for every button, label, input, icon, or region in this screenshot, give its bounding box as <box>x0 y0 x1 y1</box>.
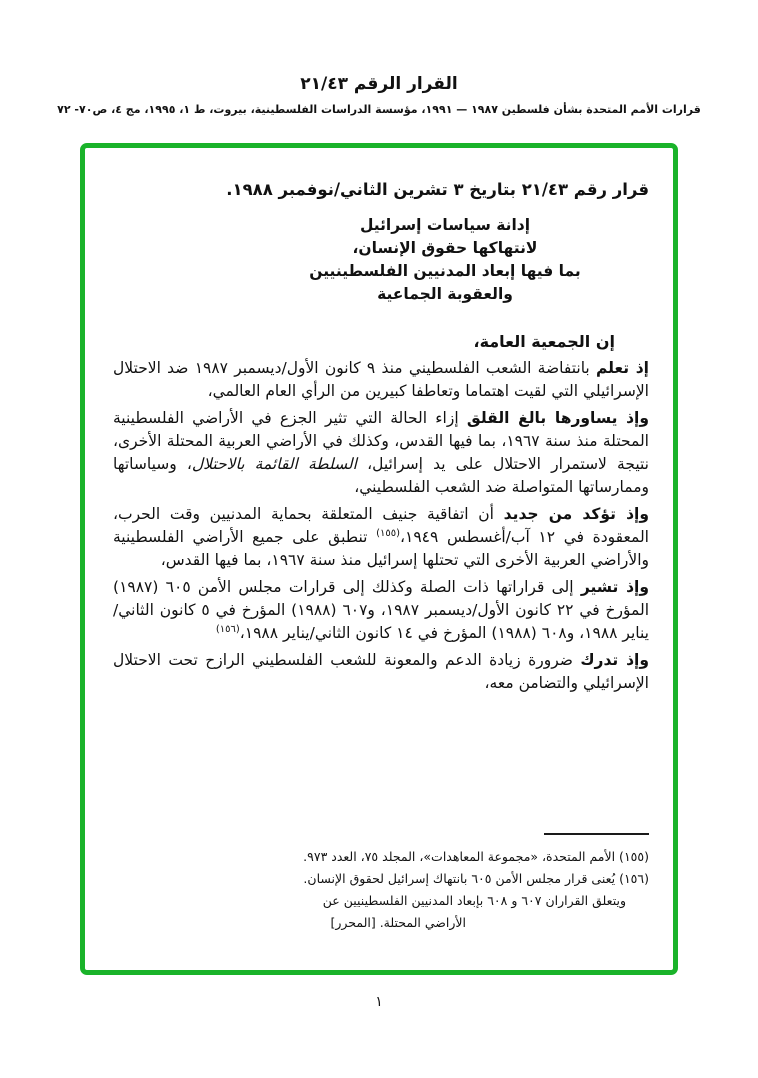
paragraph-text: إزاء الحالة التي تثير الجزع في الأراضي الفلسطينية المحتلة منذ سنة ١٩٦٧، بما فيها القدس، وكذلك في الأراضي العربية المحتلة الأخرى، نتيجة لاستمرار الاحتلال على يد إسرائيل، <box>113 409 649 473</box>
preamble-paragraph <box>113 649 649 695</box>
resolution-title-line: إدانة سياسات إسرائيل <box>359 216 531 234</box>
paragraph-text: تنطبق على جميع الأراضي الفلسطينية والأراضي العربية الأخرى التي تحتلها إسرائيل منذ سنة ١٩٦٧، بما فيها القدس، <box>113 528 649 569</box>
footnote-marker: (١٥٦) <box>215 623 240 635</box>
paragraph-emphasis: السلطة القائمة بالاحتلال <box>191 455 357 473</box>
paragraph-text: إلى قراراتها ذات الصلة وكذلك إلى قرارات مجلس الأمن ٦٠٥ (١٩٨٧) المؤرخ في ٢٢ كانون الأول/ديسمبر ١٩٨٧، و٦٠٧ (١٩٨٨) المؤرخ في ٥ كانون الثاني/يناير ١٩٨٨، و٦٠٨ (١٩٨٨) المؤرخ في ١٤ كانون الثاني/يناير ١٩٨٨، <box>113 578 650 642</box>
resolution-title-block <box>241 214 649 306</box>
paragraph-lead: وإذ تؤكد من جديد <box>503 505 649 523</box>
paragraph-lead: إذ تعلم <box>595 359 649 377</box>
resolution-title-line: لانتهاكها حقوق الإنسان، <box>352 239 538 257</box>
footnote-line: الأراضي المحتلة. [المحرر] <box>330 915 466 930</box>
paragraph-lead: وإذ يساورها بالغ القلق <box>466 409 650 427</box>
paragraph-text: ضرورة زيادة الدعم والمعونة للشعب الفلسطيني الرازح تحت الاحتلال الإسرائيلي والتضامن معه، <box>113 651 649 692</box>
paragraph-text: ، وسياساتها وممارساتها المتواصلة ضد الشعب الفلسطيني، <box>113 455 649 496</box>
preamble-paragraph <box>113 576 649 645</box>
page-number: ١ <box>375 994 383 1010</box>
source-citation-line: قرارات الأمم المتحدة بشأن فلسطين ١٩٨٧ — ١٩٩١، مؤسسة الدراسات الفلسطينية، بيروت، ط ١، ١٩٩٥، مج ٤، ص٧٠- ٧٢ <box>57 103 701 116</box>
resolution-title-line: والعقوبة الجماعية <box>377 285 513 303</box>
resolution-heading: قرار رقم ٢١/٤٣ بتاريخ ٣ تشرين الثاني/نوفمبر ١٩٨٨. <box>226 180 649 199</box>
preamble-intro: إن الجمعية العامة، <box>473 332 615 351</box>
footnote-marker: (١٥٥) <box>376 527 401 539</box>
paragraph-lead: وإذ تشير <box>580 578 649 596</box>
footnote-line: (١٥٦) يُعنى قرار مجلس الأمن ٦٠٥ بانتهاك إسرائيل لحقوق الإنسان. <box>303 871 649 886</box>
page-title: القرار الرقم ٢١/٤٣ <box>300 74 458 94</box>
paragraph-lead: وإذ تدرك <box>580 651 649 669</box>
paragraph-text: أن اتفاقية جنيف المتعلقة بحماية المدنيين وقت الحرب، المعقودة في ١٢ آب/أغسطس ١٩٤٩، <box>113 505 649 546</box>
preamble-paragraph <box>113 503 649 572</box>
footnotes-section <box>229 833 649 934</box>
footnote-line: (١٥٥) الأمم المتحدة، «مجموعة المعاهدات»، المجلد ٧٥، العدد ٩٧٣. <box>303 849 649 864</box>
footnote-line: ويتعلق القراران ٦٠٧ و ٦٠٨ بإبعاد المدنيين الفلسطينيين عن <box>322 893 626 908</box>
paragraph-text: بانتفاضة الشعب الفلسطيني منذ ٩ كانون الأول/ديسمبر ١٩٨٧ ضد الاحتلال الإسرائيلي التي لقيت اهتماما وتعاطفا كبيرين من الرأي العام العالمي، <box>113 359 649 400</box>
preamble-paragraph <box>113 357 649 403</box>
preamble-paragraph <box>113 407 649 499</box>
footnote-separator-rule <box>544 833 649 835</box>
resolution-frame <box>80 143 678 975</box>
resolution-title-line: بما فيها إبعاد المدنيين الفلسطينيين <box>309 262 581 280</box>
